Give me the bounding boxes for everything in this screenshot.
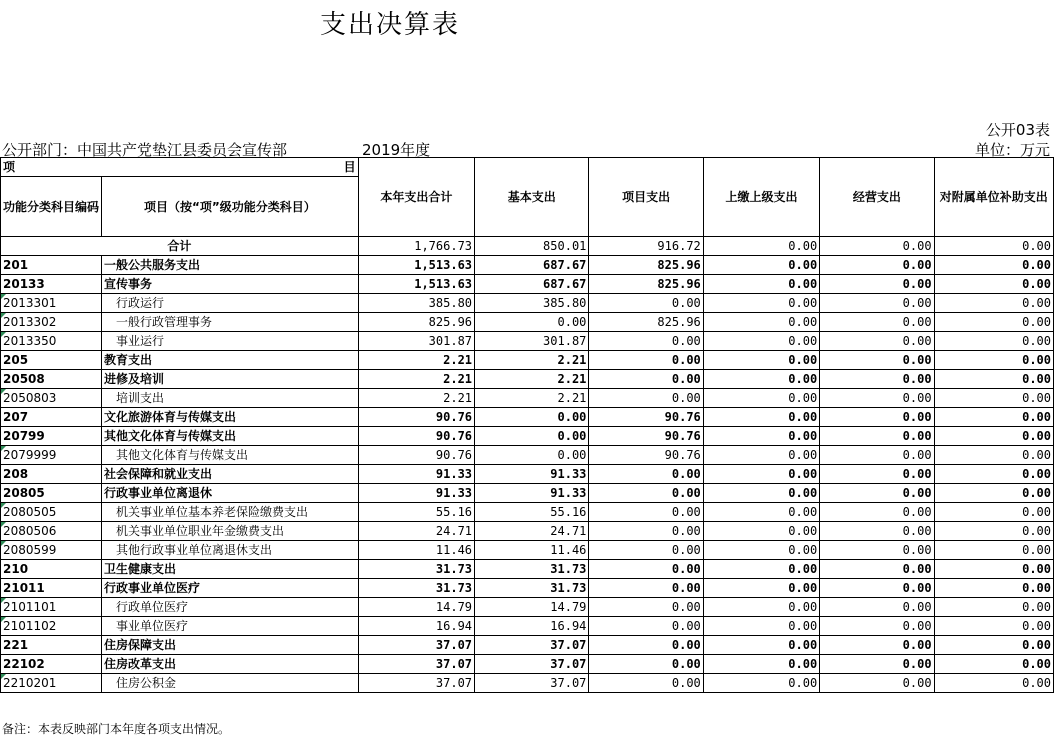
- table-row: [1, 351, 1054, 370]
- table-row: [1, 275, 1054, 294]
- row-name: 宣传事务: [102, 275, 359, 294]
- row-code: 2101101: [1, 598, 102, 617]
- col-header-remit: 上缴上级支出: [703, 158, 819, 237]
- row-value: 37.07: [475, 674, 589, 693]
- row-value: 0.00: [934, 351, 1053, 370]
- item-header-right: 目: [343, 160, 356, 174]
- table-row: [1, 408, 1054, 427]
- row-value: 0.00: [934, 294, 1053, 313]
- table-row: [1, 636, 1054, 655]
- row-value: 825.96: [589, 313, 703, 332]
- row-value: 0.00: [934, 256, 1053, 275]
- row-value: 91.33: [358, 484, 474, 503]
- row-value: 0.00: [820, 560, 934, 579]
- row-value: 0.00: [703, 370, 819, 389]
- row-value: 0.00: [934, 579, 1053, 598]
- row-value: 825.96: [358, 313, 474, 332]
- row-name: 行政事业单位医疗: [102, 579, 359, 598]
- row-code: 20805: [1, 484, 102, 503]
- row-value: 2.21: [475, 351, 589, 370]
- row-value: 14.79: [358, 598, 474, 617]
- row-value: 0.00: [820, 446, 934, 465]
- row-value: 37.07: [475, 636, 589, 655]
- row-code: 2050803: [1, 389, 102, 408]
- row-code: 20133: [1, 275, 102, 294]
- row-value: 0.00: [934, 560, 1053, 579]
- table-row: [1, 655, 1054, 674]
- row-code: 207: [1, 408, 102, 427]
- row-value: 0.00: [820, 427, 934, 446]
- row-value: 2.21: [475, 370, 589, 389]
- header-row-item: [1, 158, 1054, 177]
- department-label: 公开部门：中国共产党垫江县委员会宣传部: [2, 141, 288, 159]
- row-value: 0.00: [934, 674, 1053, 693]
- row-value: 37.07: [358, 655, 474, 674]
- table-row: [1, 579, 1054, 598]
- row-value: 0.00: [475, 427, 589, 446]
- row-code: 2101102: [1, 617, 102, 636]
- row-value: 0.00: [934, 484, 1053, 503]
- row-value: 825.96: [589, 256, 703, 275]
- table-row: [1, 389, 1054, 408]
- table-row: [1, 465, 1054, 484]
- col-header-subsidy: 对附属单位补助支出: [934, 158, 1053, 237]
- row-value: 90.76: [358, 446, 474, 465]
- row-value: 1,513.63: [358, 256, 474, 275]
- row-code: 2013350: [1, 332, 102, 351]
- row-value: 0.00: [934, 503, 1053, 522]
- row-value: 0.00: [589, 579, 703, 598]
- total-value: 916.72: [589, 237, 703, 256]
- row-value: 0.00: [703, 351, 819, 370]
- row-name: 教育支出: [102, 351, 359, 370]
- row-value: 1,513.63: [358, 275, 474, 294]
- row-value: 0.00: [703, 484, 819, 503]
- row-value: 31.73: [358, 560, 474, 579]
- name-col-header: 项目（按“项”级功能分类科目）: [102, 177, 359, 237]
- table-row: [1, 617, 1054, 636]
- row-name: 卫生健康支出: [102, 560, 359, 579]
- row-value: 0.00: [703, 332, 819, 351]
- row-name: 其他文化体育与传媒支出: [102, 427, 359, 446]
- footnote: 备注：本表反映部门本年度各项支出情况。: [2, 722, 231, 736]
- row-value: 0.00: [703, 655, 819, 674]
- row-value: 0.00: [703, 579, 819, 598]
- row-value: 0.00: [589, 674, 703, 693]
- row-value: 0.00: [703, 427, 819, 446]
- row-value: 0.00: [703, 446, 819, 465]
- row-value: 2.21: [475, 389, 589, 408]
- table-row: [1, 598, 1054, 617]
- row-value: 0.00: [589, 560, 703, 579]
- row-value: 31.73: [475, 560, 589, 579]
- row-value: 0.00: [589, 332, 703, 351]
- row-value: 0.00: [703, 465, 819, 484]
- row-value: 0.00: [820, 332, 934, 351]
- year-label: 2019年度: [362, 141, 431, 159]
- row-value: 90.76: [589, 427, 703, 446]
- row-value: 0.00: [589, 541, 703, 560]
- expenditure-table: [0, 157, 1054, 693]
- row-name: 其他文化体育与传媒支出: [102, 446, 359, 465]
- page-title: 支出决算表: [320, 10, 461, 40]
- row-value: 0.00: [820, 636, 934, 655]
- row-value: 0.00: [934, 636, 1053, 655]
- row-code: 2080599: [1, 541, 102, 560]
- row-value: 385.80: [475, 294, 589, 313]
- row-value: 0.00: [703, 408, 819, 427]
- table-row: [1, 522, 1054, 541]
- row-name: 住房公积金: [102, 674, 359, 693]
- row-name: 行政运行: [102, 294, 359, 313]
- row-value: 0.00: [820, 256, 934, 275]
- table-row: [1, 560, 1054, 579]
- row-value: 90.76: [589, 446, 703, 465]
- row-code: 20508: [1, 370, 102, 389]
- row-value: 0.00: [934, 465, 1053, 484]
- total-value: 850.01: [475, 237, 589, 256]
- row-value: 0.00: [703, 522, 819, 541]
- row-value: 0.00: [820, 655, 934, 674]
- row-code: 21011: [1, 579, 102, 598]
- row-value: 0.00: [820, 465, 934, 484]
- row-value: 0.00: [934, 332, 1053, 351]
- row-value: 2.21: [358, 351, 474, 370]
- row-value: 0.00: [475, 408, 589, 427]
- row-value: 301.87: [358, 332, 474, 351]
- row-name: 其他行政事业单位离退休支出: [102, 541, 359, 560]
- col-header-operating: 经营支出: [820, 158, 934, 237]
- row-value: 0.00: [589, 522, 703, 541]
- row-value: 0.00: [589, 370, 703, 389]
- row-name: 住房保障支出: [102, 636, 359, 655]
- row-value: 0.00: [934, 598, 1053, 617]
- row-name: 文化旅游体育与传媒支出: [102, 408, 359, 427]
- row-value: 0.00: [934, 446, 1053, 465]
- row-value: 0.00: [703, 541, 819, 560]
- row-name: 培训支出: [102, 389, 359, 408]
- row-value: 0.00: [934, 370, 1053, 389]
- row-value: 0.00: [820, 351, 934, 370]
- row-code: 201: [1, 256, 102, 275]
- row-value: 11.46: [358, 541, 474, 560]
- row-value: 0.00: [589, 636, 703, 655]
- row-name: 事业运行: [102, 332, 359, 351]
- row-value: 0.00: [703, 275, 819, 294]
- total-value: 0.00: [703, 237, 819, 256]
- row-name: 一般行政管理事务: [102, 313, 359, 332]
- row-value: 0.00: [820, 389, 934, 408]
- row-value: 0.00: [820, 598, 934, 617]
- row-value: 0.00: [820, 275, 934, 294]
- row-value: 0.00: [589, 598, 703, 617]
- row-value: 0.00: [475, 313, 589, 332]
- row-value: 0.00: [589, 484, 703, 503]
- item-header-left: 项: [3, 160, 16, 174]
- row-value: 0.00: [703, 598, 819, 617]
- row-value: 825.96: [589, 275, 703, 294]
- row-value: 385.80: [358, 294, 474, 313]
- table-row: [1, 370, 1054, 389]
- row-code: 2079999: [1, 446, 102, 465]
- table-row: [1, 313, 1054, 332]
- row-value: 0.00: [589, 655, 703, 674]
- row-value: 2.21: [358, 370, 474, 389]
- row-value: 0.00: [703, 636, 819, 655]
- row-value: 0.00: [820, 522, 934, 541]
- item-header-cell: [1, 158, 359, 177]
- row-value: 0.00: [703, 256, 819, 275]
- row-value: 91.33: [475, 465, 589, 484]
- row-code: 221: [1, 636, 102, 655]
- col-header-basic: 基本支出: [475, 158, 589, 237]
- row-value: 90.76: [358, 408, 474, 427]
- row-code: 2080506: [1, 522, 102, 541]
- row-value: 31.73: [358, 579, 474, 598]
- row-value: 0.00: [820, 484, 934, 503]
- row-value: 16.94: [358, 617, 474, 636]
- row-value: 0.00: [934, 389, 1053, 408]
- row-value: 0.00: [820, 617, 934, 636]
- row-code: 2080505: [1, 503, 102, 522]
- table-row: [1, 427, 1054, 446]
- row-name: 机关事业单位职业年金缴费支出: [102, 522, 359, 541]
- row-value: 0.00: [820, 579, 934, 598]
- total-value: 0.00: [820, 237, 934, 256]
- row-value: 0.00: [820, 313, 934, 332]
- row-value: 0.00: [934, 522, 1053, 541]
- row-value: 0.00: [820, 674, 934, 693]
- form-code: 公开03表: [985, 121, 1050, 139]
- table-row: [1, 256, 1054, 275]
- row-code: 20799: [1, 427, 102, 446]
- row-code: 208: [1, 465, 102, 484]
- row-value: 0.00: [703, 674, 819, 693]
- row-name: 住房改革支出: [102, 655, 359, 674]
- row-value: 37.07: [358, 674, 474, 693]
- table-row: [1, 294, 1054, 313]
- row-value: 24.71: [358, 522, 474, 541]
- row-value: 91.33: [475, 484, 589, 503]
- row-value: 16.94: [475, 617, 589, 636]
- col-header-total: 本年支出合计: [358, 158, 474, 237]
- row-value: 0.00: [703, 503, 819, 522]
- row-value: 0.00: [934, 313, 1053, 332]
- row-value: 301.87: [475, 332, 589, 351]
- row-name: 一般公共服务支出: [102, 256, 359, 275]
- row-value: 0.00: [820, 370, 934, 389]
- row-value: 55.16: [358, 503, 474, 522]
- row-value: 37.07: [475, 655, 589, 674]
- row-value: 11.46: [475, 541, 589, 560]
- table-row: [1, 541, 1054, 560]
- row-value: 0.00: [475, 446, 589, 465]
- row-name: 事业单位医疗: [102, 617, 359, 636]
- row-value: 0.00: [820, 503, 934, 522]
- row-value: 0.00: [820, 541, 934, 560]
- row-name: 行政单位医疗: [102, 598, 359, 617]
- row-name: 社会保障和就业支出: [102, 465, 359, 484]
- row-value: 687.67: [475, 275, 589, 294]
- row-name: 行政事业单位离退休: [102, 484, 359, 503]
- row-value: 0.00: [820, 408, 934, 427]
- row-value: 0.00: [703, 389, 819, 408]
- row-value: 0.00: [589, 294, 703, 313]
- row-value: 0.00: [589, 617, 703, 636]
- row-value: 0.00: [589, 351, 703, 370]
- row-value: 0.00: [934, 275, 1053, 294]
- row-code: 2210201: [1, 674, 102, 693]
- total-value: 0.00: [934, 237, 1053, 256]
- row-value: 37.07: [358, 636, 474, 655]
- row-value: 55.16: [475, 503, 589, 522]
- col-header-project: 项目支出: [589, 158, 703, 237]
- table-row: [1, 674, 1054, 693]
- row-value: 0.00: [589, 389, 703, 408]
- row-value: 91.33: [358, 465, 474, 484]
- row-value: 0.00: [703, 617, 819, 636]
- row-code: 2013302: [1, 313, 102, 332]
- table-row: [1, 332, 1054, 351]
- unit-label: 单位：万元: [974, 141, 1050, 159]
- row-value: 0.00: [934, 617, 1053, 636]
- row-value: 0.00: [934, 541, 1053, 560]
- row-code: 2013301: [1, 294, 102, 313]
- row-value: 90.76: [358, 427, 474, 446]
- row-value: 24.71: [475, 522, 589, 541]
- row-value: 0.00: [589, 465, 703, 484]
- row-value: 687.67: [475, 256, 589, 275]
- row-value: 0.00: [934, 427, 1053, 446]
- table-row: [1, 446, 1054, 465]
- table-row: [1, 484, 1054, 503]
- code-col-header: 功能分类科目编码: [1, 177, 102, 237]
- row-name: 机关事业单位基本养老保险缴费支出: [102, 503, 359, 522]
- row-value: 0.00: [703, 313, 819, 332]
- total-value: 1,766.73: [358, 237, 474, 256]
- table-row: [1, 503, 1054, 522]
- row-value: 90.76: [589, 408, 703, 427]
- row-value: 14.79: [475, 598, 589, 617]
- total-row: [1, 237, 1054, 256]
- row-value: 31.73: [475, 579, 589, 598]
- row-value: 2.21: [358, 389, 474, 408]
- row-code: 210: [1, 560, 102, 579]
- row-value: 0.00: [934, 408, 1053, 427]
- row-code: 205: [1, 351, 102, 370]
- row-value: 0.00: [589, 503, 703, 522]
- row-code: 22102: [1, 655, 102, 674]
- row-value: 0.00: [703, 294, 819, 313]
- row-value: 0.00: [820, 294, 934, 313]
- total-label: 合计: [1, 237, 359, 256]
- row-name: 进修及培训: [102, 370, 359, 389]
- row-value: 0.00: [934, 655, 1053, 674]
- row-value: 0.00: [703, 560, 819, 579]
